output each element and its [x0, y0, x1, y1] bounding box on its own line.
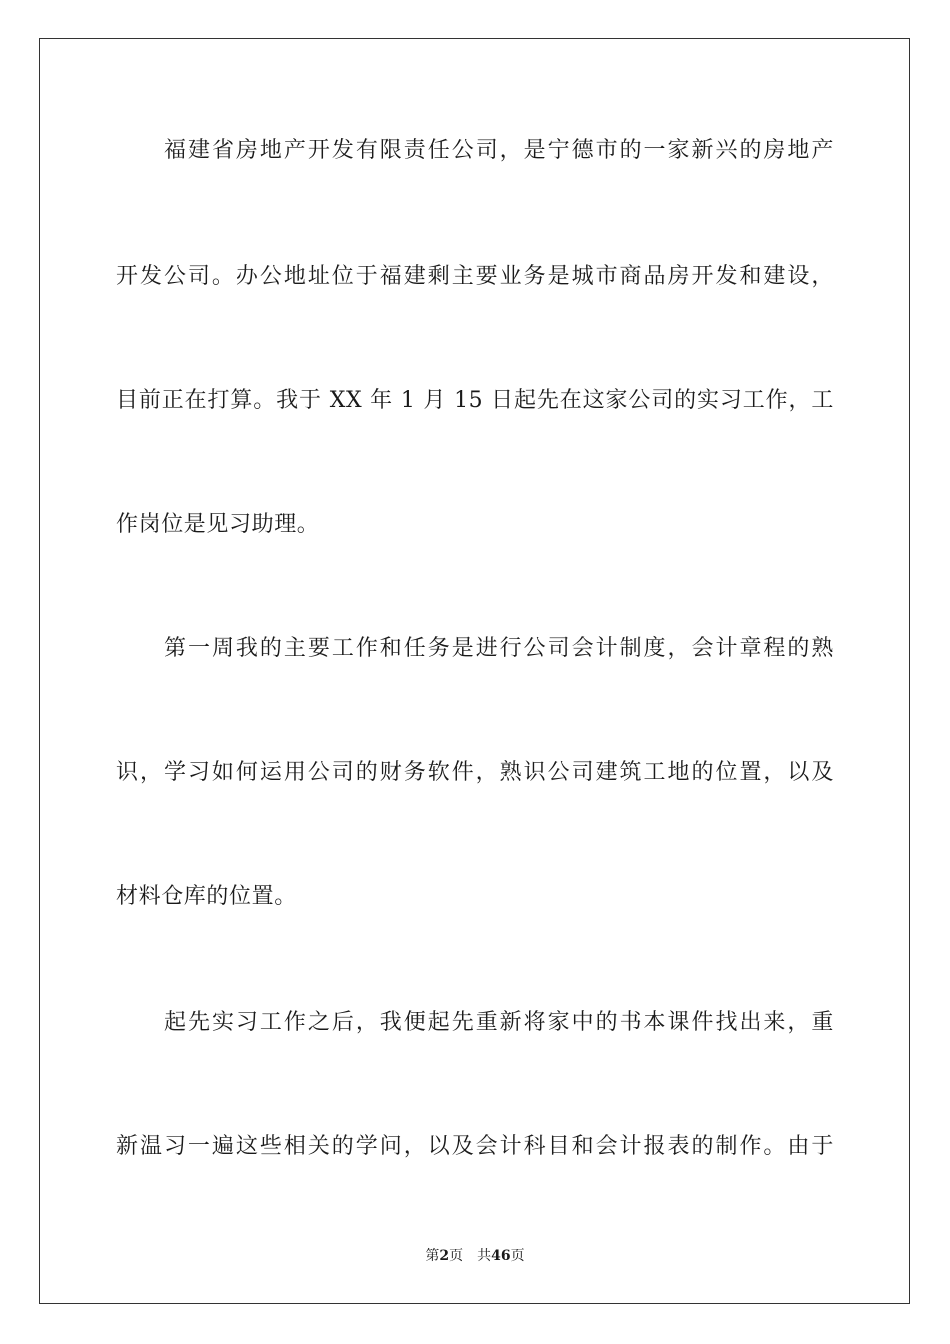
footer-page-suffix: 页 — [449, 1248, 464, 1264]
body-text-line: 新温习一遍这些相关的学问，以及会计科目和会计报表的制作。由于 — [116, 1134, 834, 1159]
footer-total-prefix: 共 — [477, 1248, 492, 1264]
body-text-line: 材料仓库的位置。 — [116, 884, 297, 909]
body-text-line: 起先实习工作之后，我便起先重新将家中的书本课件找出来，重 — [164, 1010, 834, 1035]
current-page-number: 2 — [439, 1248, 450, 1264]
body-text-line: 开发公司。办公地址位于福建剩主要业务是城市商品房开发和建设， — [116, 264, 834, 289]
page-border — [39, 38, 910, 1304]
body-text-line: 识，学习如何运用公司的财务软件，熟识公司建筑工地的位置，以及 — [116, 760, 834, 785]
body-text-line: 福建省房地产开发有限责任公司，是宁德市的一家新兴的房地产 — [164, 138, 834, 163]
footer-prefix: 第 — [425, 1248, 440, 1264]
body-text-line: 第一周我的主要工作和任务是进行公司会计制度，会计章程的熟 — [164, 636, 834, 661]
page-footer — [0, 1246, 950, 1266]
body-text-line: 目前正在打算。我于 XX 年 1 月 15 日起先在这家公司的实习工作，工 — [116, 388, 834, 413]
body-text-line: 作岗位是见习助理。 — [116, 512, 320, 537]
total-pages-number: 46 — [491, 1248, 511, 1264]
footer-total-suffix: 页 — [510, 1248, 525, 1264]
